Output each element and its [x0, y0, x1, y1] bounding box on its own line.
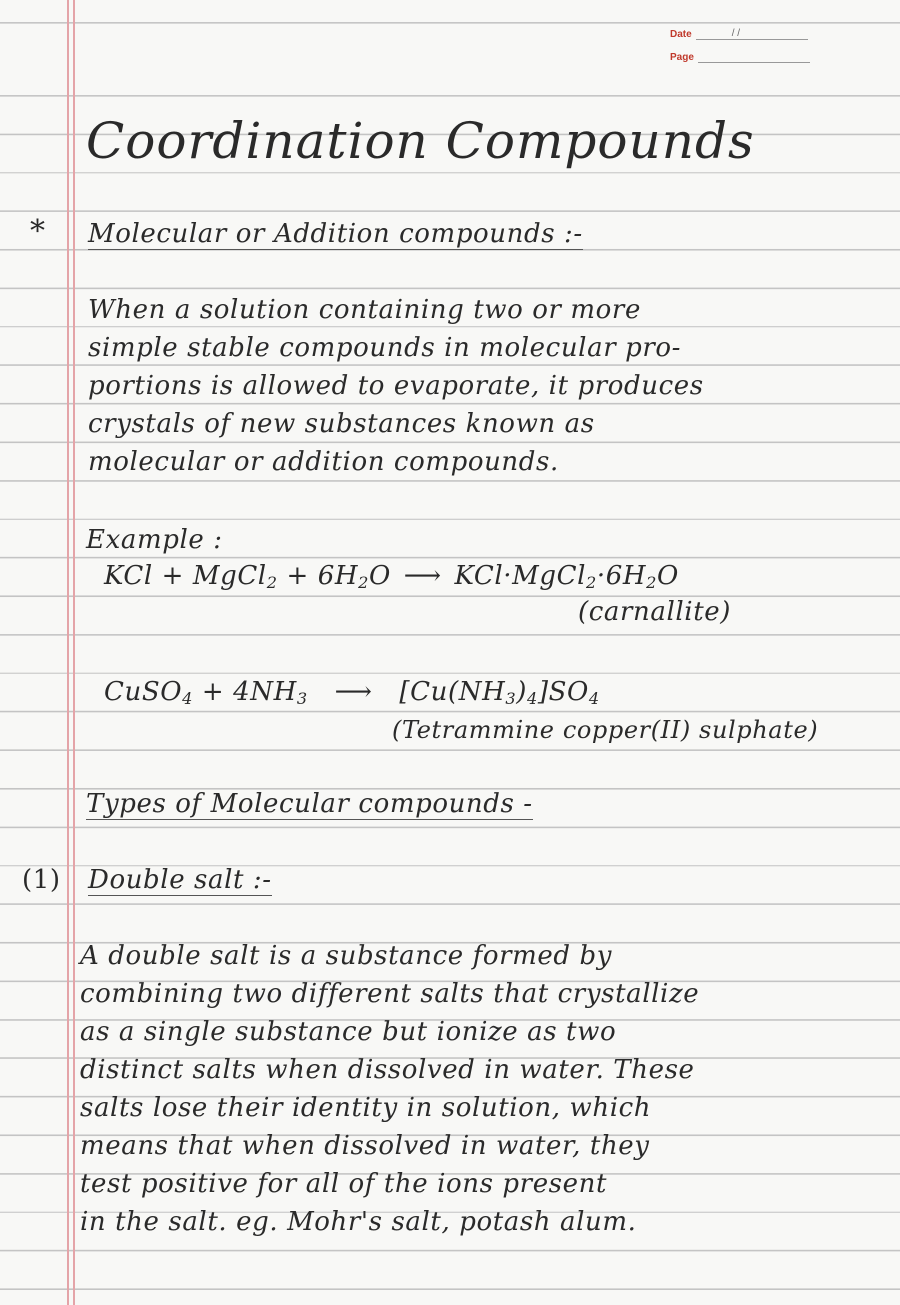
date-separator: / / [731, 28, 741, 39]
paragraph-line: test positive for all of the ions present [80, 1169, 608, 1199]
paragraph-line: molecular or addition compounds. [88, 447, 559, 477]
paragraph-line: simple stable compounds in molecular pro- [88, 333, 681, 363]
section-heading-molecular: Molecular or Addition compounds :- [88, 219, 583, 249]
paragraph-line: When a solution containing two or more [88, 295, 641, 325]
paragraph-line: salts lose their identity in solution, which [80, 1093, 652, 1123]
compound-name-carnallite: (carnallite) [578, 597, 732, 627]
date-label: Date [670, 29, 692, 40]
page-label: Page [670, 52, 694, 63]
paragraph-line: combining two different salts that crystallize [80, 979, 700, 1009]
date-line [696, 28, 808, 40]
page-field [670, 52, 810, 63]
section-heading-double-salt: Double salt :- [88, 865, 272, 895]
section-heading-types: Types of Molecular compounds - [86, 789, 533, 819]
paragraph-line: in the salt. eg. Mohr's salt, potash alum. [80, 1207, 637, 1237]
paragraph-line: as a single substance but ionize as two [80, 1017, 617, 1047]
paragraph-line: distinct salts when dissolved in water. These [80, 1055, 695, 1085]
paragraph-line: means that when dissolved in water, they [80, 1131, 650, 1161]
item-number: (1) [22, 865, 61, 895]
bullet-star: * [30, 214, 46, 249]
equation-carnallite: KCl + MgCl$_2$ + $6H_2O$ ⟶ $KCl\cdot MgCl_2\cdot 6H_2O$ [104, 561, 679, 593]
date-field [670, 28, 808, 40]
page-title: Coordination Compounds [86, 112, 755, 170]
equation-tetrammine: CuSO$_4$ + $4NH_3$ ⟶ $[Cu(NH_3)_4]SO_4$ [104, 677, 600, 709]
compound-name-tetrammine: (Tetrammine copper(II) sulphate) [392, 716, 819, 744]
example-label: Example : [86, 525, 223, 555]
paragraph-line: crystals of new substances known as [88, 409, 595, 439]
paragraph-line: A double salt is a substance formed by [80, 941, 613, 971]
page-line [698, 62, 810, 63]
paragraph-line: portions is allowed to evaporate, it produces [88, 371, 704, 401]
